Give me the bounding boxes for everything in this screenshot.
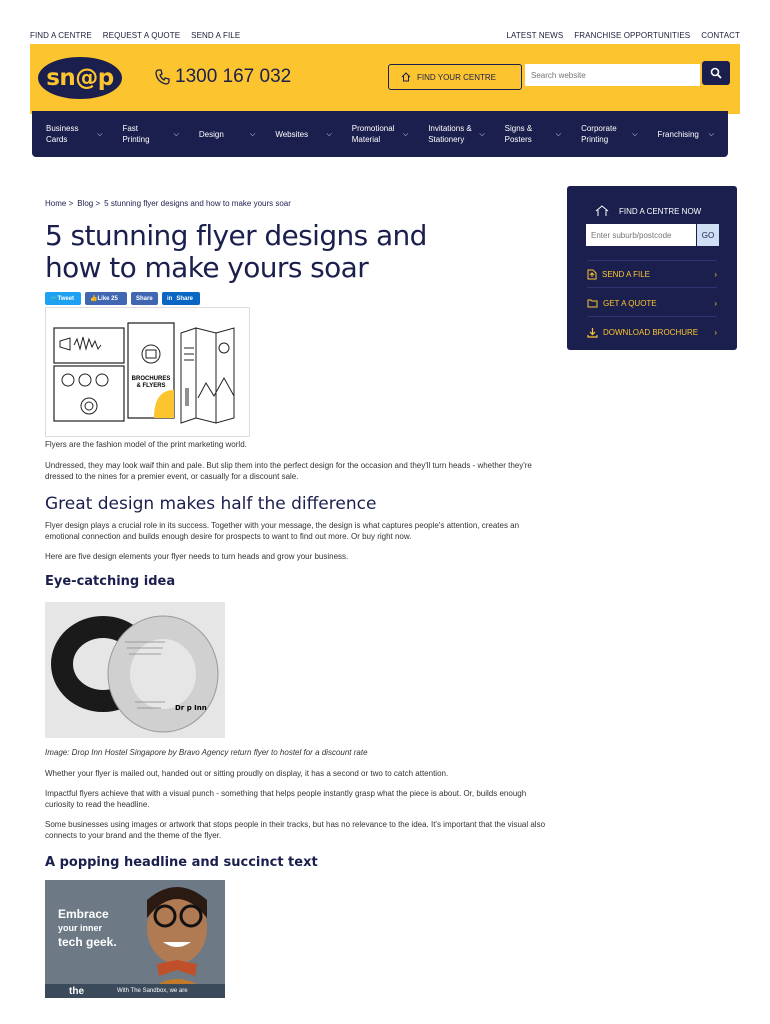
send-a-file-sidebar-link[interactable] [587,264,717,284]
breadcrumb [45,199,291,208]
franchise-opportunities-link[interactable]: FRANCHISE OPPORTUNITIES [574,30,691,40]
svg-text:& FLYERS: & FLYERS [136,383,166,389]
paragraph: Here are five design elements your flyer needs to turn heads and grow your business. [45,552,349,561]
tweet-label: Tweet [57,295,75,302]
chevron-down-icon: ⌵ [326,130,332,138]
nav-signs-posters[interactable] [495,111,571,157]
paragraph: Undressed, they may look waif thin and pale. But slip them into the perfect design for the occasion and they'll turn heads - whether they're dressed to the nines for a premier event, or casually for a discount sale. [45,461,532,481]
nav-label: Cards [46,135,68,144]
send-a-file-label: SEND A FILE [602,269,651,279]
facebook-like-button[interactable] [85,292,127,305]
phone-number-text: 1300 167 032 [175,66,292,87]
phone-number[interactable] [155,66,291,88]
search-icon [710,67,722,79]
brochures-flyers-graphic [46,308,251,438]
search-button[interactable] [702,61,730,85]
brochures-flyers-illustration [45,307,250,437]
linkedin-share-button[interactable] [162,292,200,305]
nav-label: Printing [581,135,609,144]
home-icon [401,72,411,82]
chevron-down-icon: ⌵ [402,130,409,138]
download-icon [587,327,598,338]
search-input[interactable] [525,64,700,86]
breadcrumb-current: 5 stunning flyer designs and how to make yours soar [104,199,291,208]
facebook-share-button[interactable] [131,292,158,305]
nav-corporate-printing[interactable] [571,111,647,157]
nav-websites[interactable] [265,111,341,157]
image-caption: Image: Drop Inn Hostel Singapore by Bravo Agency return flyer to hostel for a discount rate [45,748,368,757]
drop-inn-flyer-image [45,602,225,738]
latest-news-link[interactable]: LATEST NEWS [506,30,564,40]
geek-headline-line: Embrace [58,907,109,921]
nav-label: Stationery [428,135,465,144]
twitter-icon: 🐦 [50,296,58,302]
snap-logo[interactable]: sn@p [38,57,122,99]
sandbox-logo: the [69,986,84,997]
share-bar [45,292,200,305]
find-centre-title-text: FIND A CENTRE NOW [619,206,702,216]
main-nav [32,111,728,157]
chevron-down-icon: ⌵ [250,130,256,138]
paragraph: Impactful flyers achieve that with a visual punch - something that helps people instantly grasp what the piece is about. Or, builds enough curiosity to read the headline. [45,789,527,809]
site-header [30,44,740,114]
nav-label: Printing [122,135,150,144]
tech-geek-flyer-image [45,880,225,998]
breadcrumb-blog[interactable]: Blog > [77,199,101,208]
chevron-down-icon: ⌵ [97,130,103,138]
find-your-centre-label: FIND YOUR CENTRE [417,72,496,82]
paragraph: Flyers are the fashion model of the print marketing world. [45,440,247,449]
chevron-right-icon: › [714,327,717,337]
page-title: 5 stunning flyer designs and how to make yours soar [45,219,427,284]
divider [587,287,717,288]
subsection-heading: A popping headline and succinct text [45,855,318,870]
get-a-quote-label: GET A QUOTE [603,298,657,308]
share-label: Share [136,295,153,302]
nav-label: Business [46,124,79,133]
ring-flyer-text: Dr p Inn [175,704,207,712]
folder-icon [587,298,598,308]
divider [587,316,717,317]
geek-headline-line: tech geek. [58,935,117,949]
nav-label: Material [351,135,381,144]
file-upload-icon [587,269,597,280]
chevron-right-icon: › [714,269,717,279]
download-brochure-sidebar-link[interactable] [587,322,717,342]
postcode-input[interactable] [586,224,696,246]
nav-label: Posters [504,135,532,144]
send-a-file-link[interactable]: SEND A FILE [191,30,241,40]
nav-label: Corporate [581,124,617,133]
nav-fast-printing[interactable] [112,111,188,157]
nav-label: Fast [122,124,138,133]
like-label: Like 25 [97,295,118,302]
divider [587,260,717,261]
thumbs-up-icon: 👍 [90,296,98,302]
nav-label: Design [198,129,224,139]
chevron-down-icon: ⌵ [632,130,638,138]
breadcrumb-home[interactable]: Home > [45,199,74,208]
paragraph: Whether your flyer is mailed out, handed out or sitting proudly on display, it has a second or two to catch attention. [45,769,449,778]
nav-design[interactable] [189,111,265,157]
nav-promotional-material[interactable] [342,111,418,157]
nav-label: Signs & [504,124,533,133]
nav-franchising[interactable] [648,111,724,157]
nav-business-cards[interactable] [36,111,112,157]
nav-label: Invitations & [428,124,472,133]
nav-label: Websites [275,129,309,139]
nav-label: Promotional [351,124,395,133]
go-button[interactable]: GO [697,224,719,246]
chevron-down-icon: ⌵ [173,130,179,138]
download-brochure-label: DOWNLOAD BROCHURE [603,327,699,337]
paragraph: Some businesses using images or artwork that stops people in their tracks, but has no relevance to the idea. It's important that the visual also connects to your brand and the theme of the flyer. [45,820,546,840]
find-your-centre-button[interactable] [388,64,522,90]
contact-link[interactable]: CONTACT [701,30,740,40]
chevron-right-icon: › [714,298,717,308]
find-centre-panel [567,186,737,350]
chevron-down-icon: ⌵ [479,130,485,138]
geek-footer-text: With The Sandbox, we are [117,988,188,994]
nav-invitations-stationery[interactable] [418,111,494,157]
nav-label: Franchising [657,129,699,139]
linkedin-share-label: Share [176,295,194,302]
ring-flyer-graphic [45,602,225,738]
request-a-quote-link[interactable]: REQUEST A QUOTE [102,30,181,40]
find-centre-title [595,205,701,217]
linkedin-icon: in [167,295,173,302]
svg-text:BROCHURES: BROCHURES [131,376,171,382]
utility-bar [30,26,740,44]
get-a-quote-sidebar-link[interactable] [587,293,717,313]
home-icon [595,205,609,217]
chevron-down-icon: ⌵ [708,130,714,138]
find-a-centre-link[interactable]: FIND A CENTRE [30,30,92,40]
tweet-button[interactable] [45,292,81,305]
subsection-heading: Eye-catching idea [45,574,176,589]
section-heading: Great design makes half the difference [45,494,377,514]
geek-headline-line: your inner [58,923,103,933]
paragraph: Flyer design plays a crucial role in its success. Together with your message, the design is what captures people's attention, creates an emotional connection and builds enough desire for prospects to want to find out more. Or buy right now. [45,521,520,541]
chevron-down-icon: ⌵ [555,130,562,138]
phone-icon [155,69,171,85]
